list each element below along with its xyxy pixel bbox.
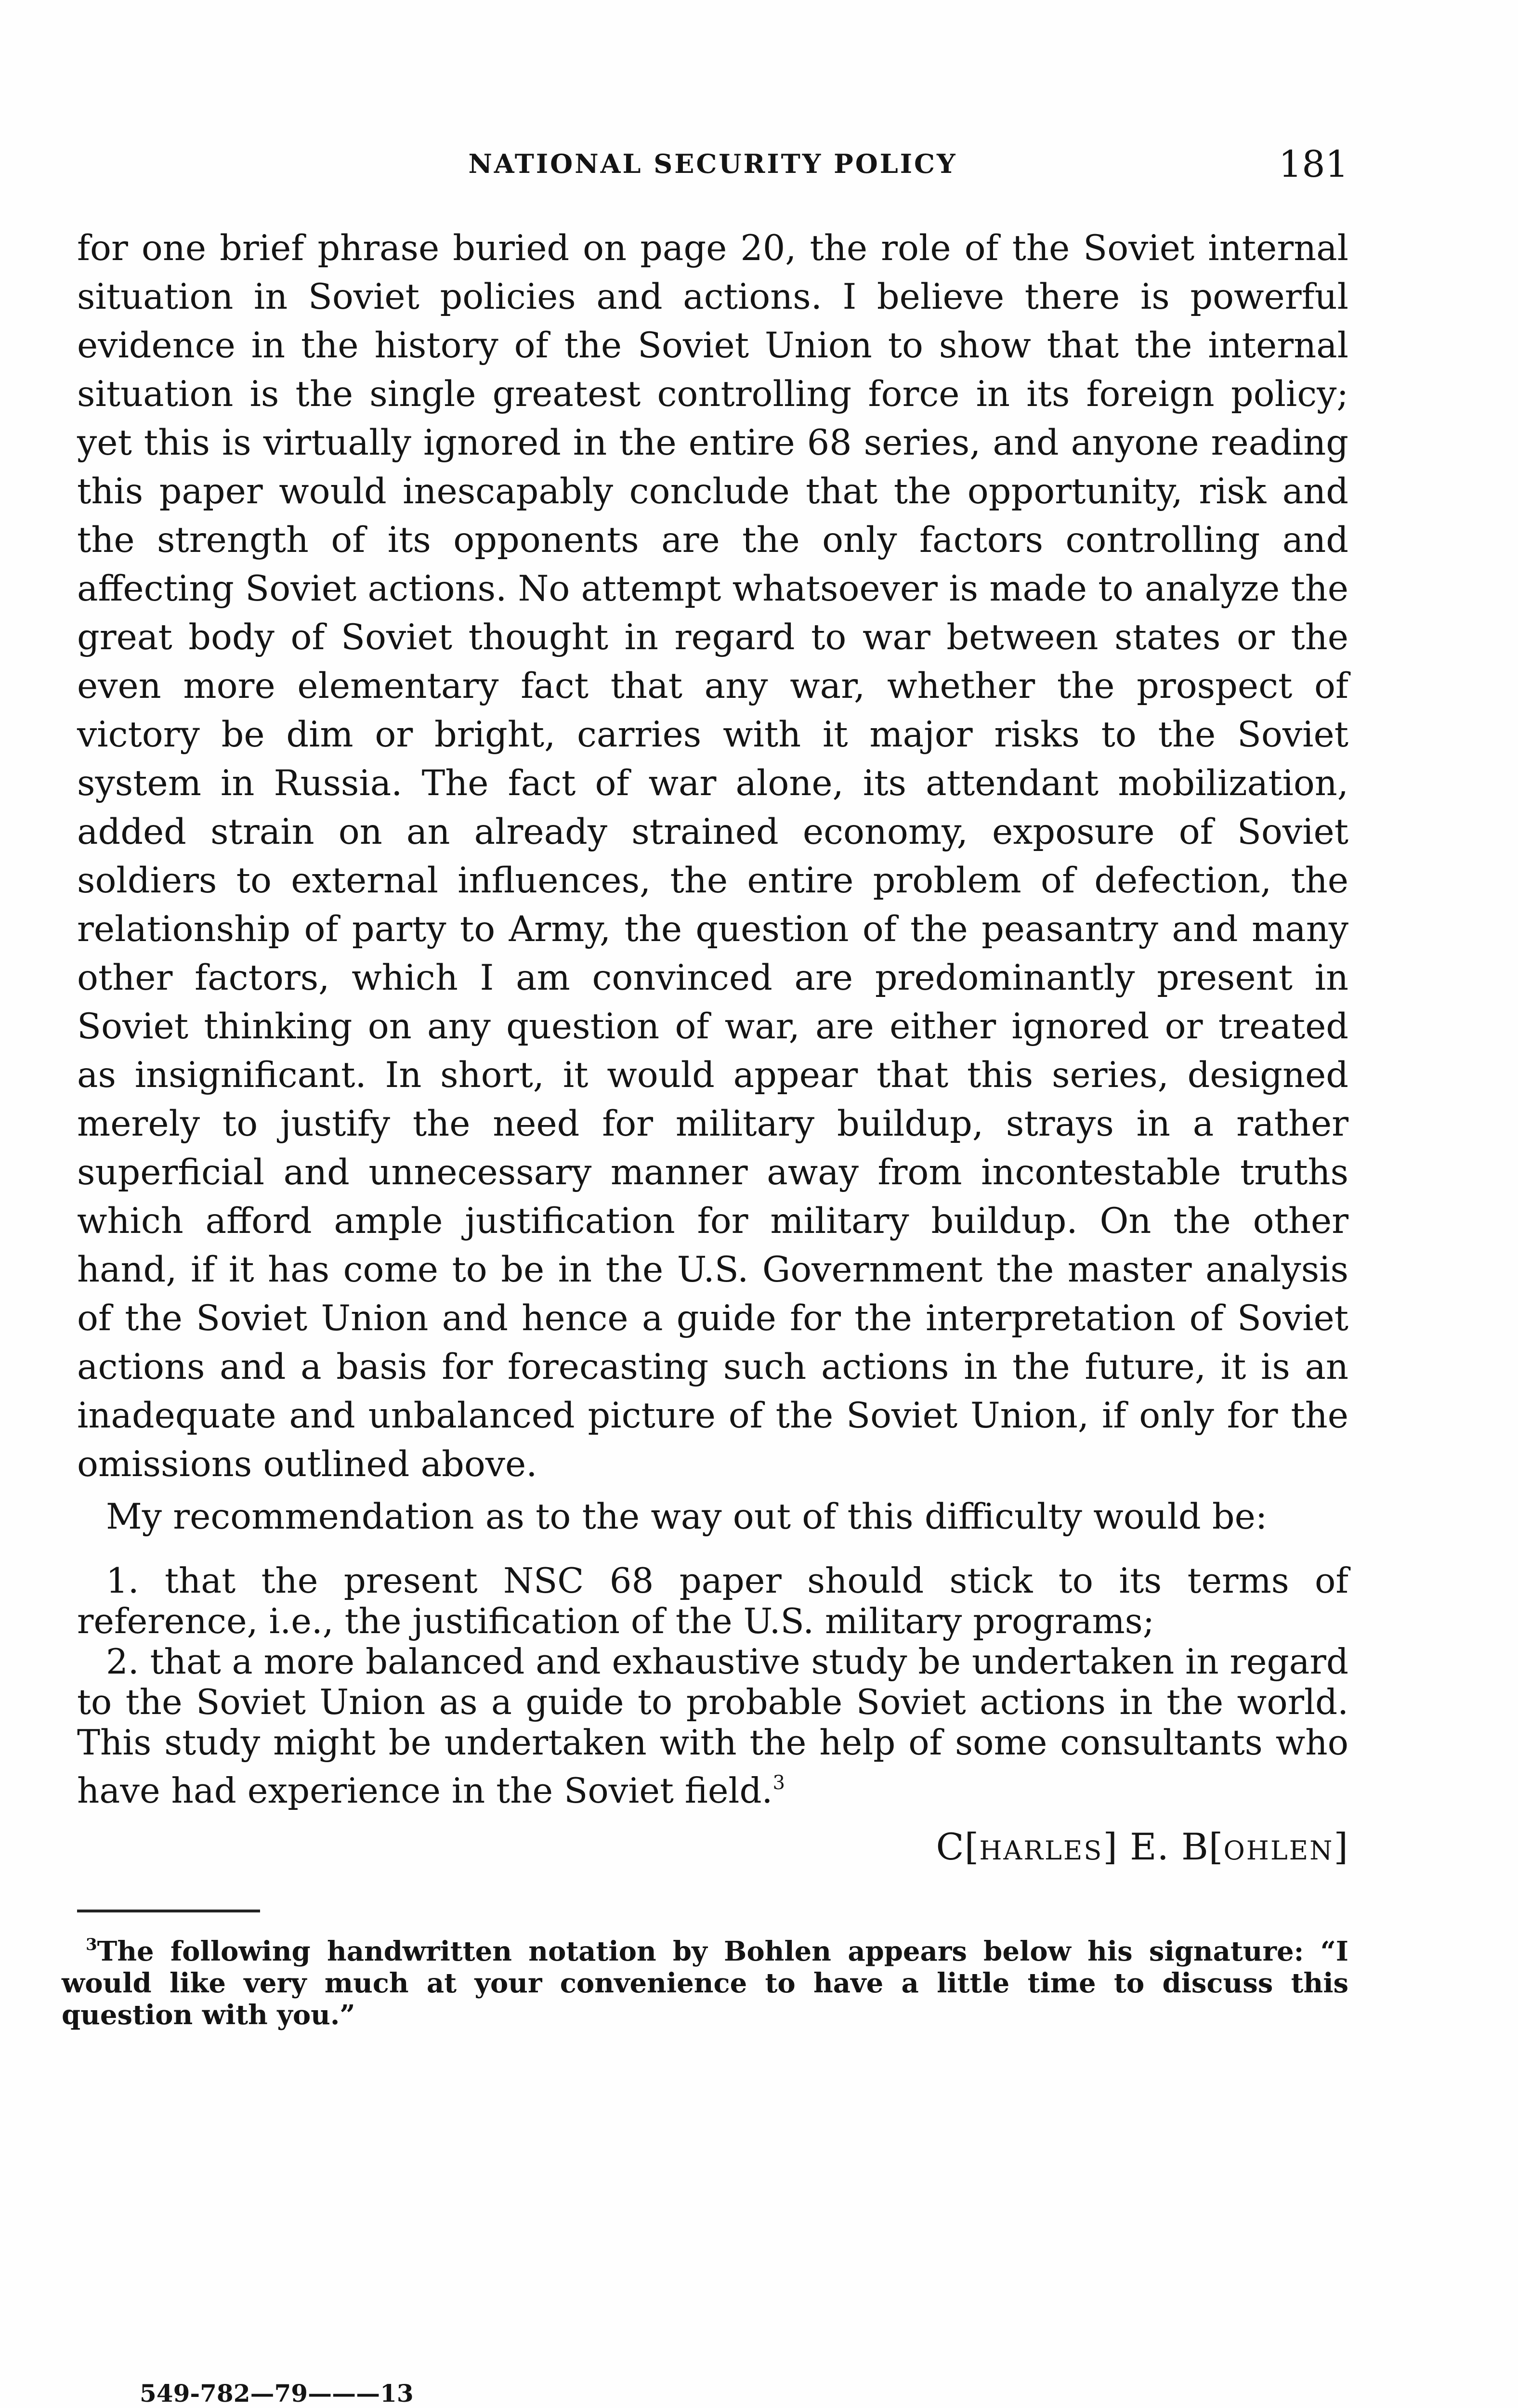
signature bbox=[936, 1825, 1349, 1868]
recommendation-item-2 bbox=[77, 1641, 1348, 1811]
signature-last-rest: OHLEN bbox=[1223, 1835, 1334, 1866]
footnote-divider bbox=[77, 1910, 260, 1912]
signature-first-initial: C[ bbox=[936, 1825, 980, 1868]
paragraph-2: My recommendation as to the way out of this difficulty would be: bbox=[106, 1496, 1268, 1537]
signature-middle: ] E. B[ bbox=[1103, 1825, 1224, 1868]
signature-first-rest: HARLES bbox=[979, 1835, 1103, 1866]
printer-code: 549-782—79———13 bbox=[140, 2379, 414, 2408]
running-header bbox=[77, 143, 1348, 196]
footnote-marker: 3 bbox=[86, 1935, 97, 1954]
recommendation-item-1: 1. that the present NSC 68 paper should stick to its terms of reference, i.e., the justification of the U.S. military programs; bbox=[77, 1560, 1348, 1641]
running-title: NATIONAL SECURITY POLICY bbox=[468, 148, 957, 179]
footnote-reference: 3 bbox=[772, 1772, 785, 1794]
recommendation-list bbox=[77, 1560, 1348, 1811]
footnote bbox=[62, 1929, 1348, 2031]
signature-close: ] bbox=[1334, 1825, 1348, 1868]
paragraph-1: for one brief phrase buried on page 20, the role of the Soviet internal situation in Soviet policies and actions. I believe there is powerful evidence in the history of the Soviet Union to show that the internal situation is the single greatest controlling force in its foreign policy; yet this is virtually ignored in the entire 68 series, and anyone reading this paper would inescapably conclude that the opportunity, risk and the strength of its opponents are the only factors controlling and affecting Soviet actions. No attempt whatsoever is made to analyze the great body of Soviet thought in regard to war between states or the even more elementary fact that any war, whether the prospect of victory be dim or bright, carries with it major risks to the Soviet system in Russia. The fact of war alone, its attendant mobilization, added strain on an already strained economy, exposure of Soviet soldiers to external influences, the entire problem of defection, the relationship of party to Army, the question of the peasantry and many other factors, which I am convinced are predominantly present in Soviet thinking on any question of war, are either ignored or treated as insignificant. In short, it would appear that this series, designed merely to justify the need for military buildup, strays in a rather superficial and unnecessary manner away from incontestable truths which afford ample justification for military buildup. On the other hand, if it has come to be in the U.S. Government the master analysis of the Soviet Union and hence a guide for the interpretation of Soviet actions and a basis for forecasting such actions in the future, it is an inadequate and unbalanced picture of the Soviet Union, if only for the omissions outlined above. bbox=[77, 228, 1348, 1485]
body-text bbox=[77, 224, 1348, 1541]
footnote-text: The following handwritten notation by Bohlen appears below his signature: “I would like very much at your convenience to have a little time to discuss this question with you.” bbox=[62, 1936, 1348, 2031]
recommendation-item-2-text: 2. that a more balanced and exhaustive study be undertaken in regard to the Soviet Union as a guide to probable Soviet actions in the world. This study might be undertaken with the help of some consultants who have had experience in the Soviet field. bbox=[77, 1641, 1349, 1811]
page-number: 181 bbox=[1278, 143, 1348, 185]
